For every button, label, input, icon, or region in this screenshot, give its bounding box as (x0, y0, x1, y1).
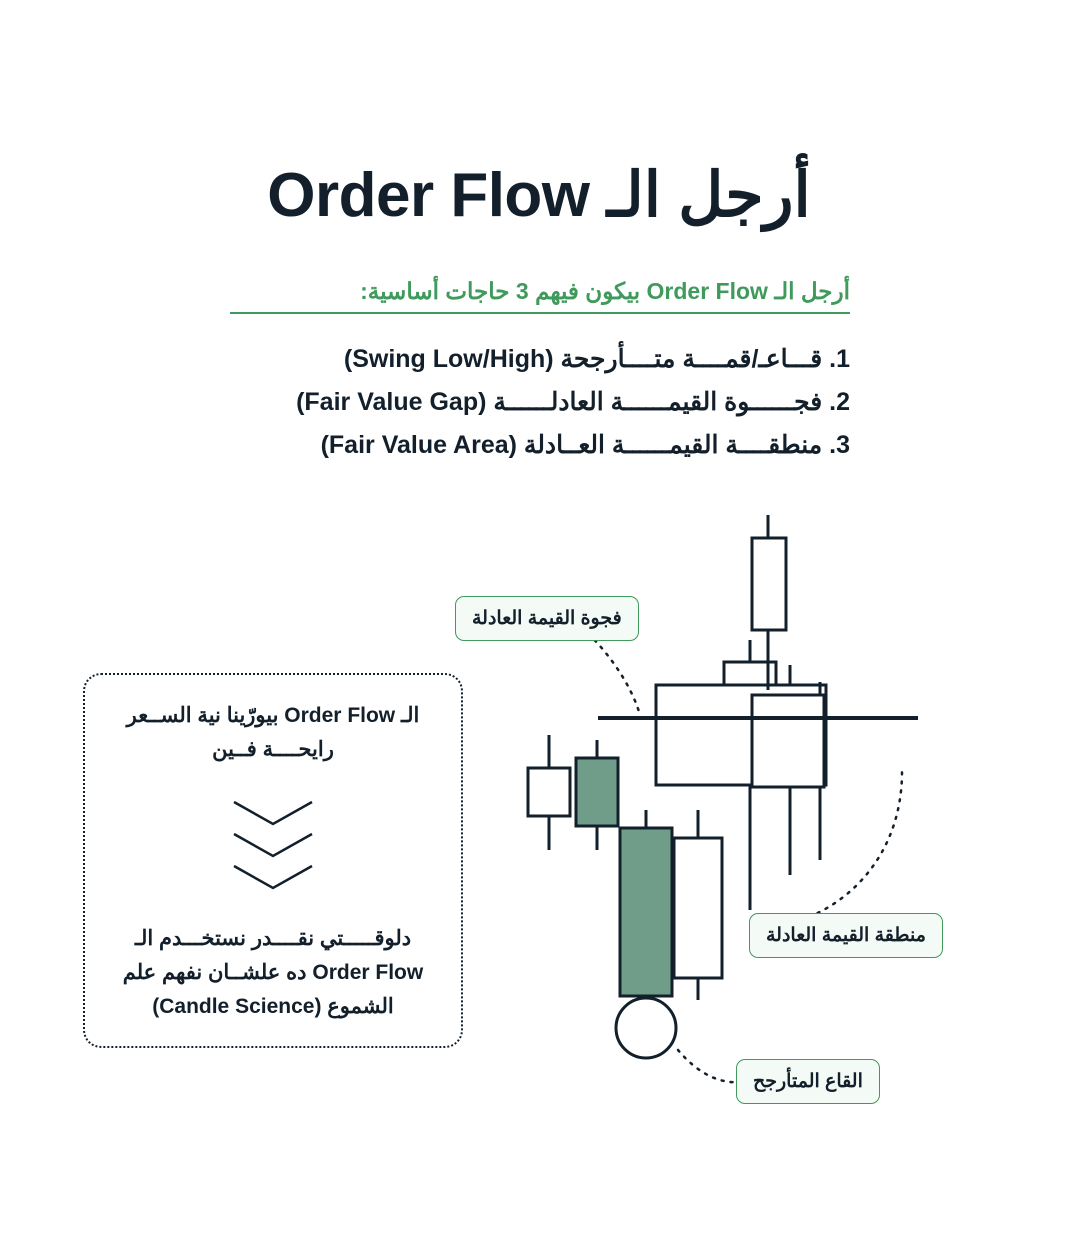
info-card-top-text: الـ Order Flow بيورّينا نية الســعر رايحــــة فــين (126, 704, 420, 762)
swing-connector (678, 1050, 742, 1082)
list-item: 1. قـــاعـ/قمــــة متــــأرجحة (Swing Low/High) (343, 345, 850, 373)
fva-connector (766, 772, 902, 928)
info-card (83, 673, 463, 1048)
list-item: 3. منطقــــة القيمــــــة العــادلة (Fair Value Area) (320, 431, 850, 459)
candle-3 (616, 810, 676, 1058)
subtitle: أرجل الـ Order Flow بيكون فيهم 3 حاجات أساسية: (230, 278, 850, 314)
candle-1 (528, 735, 570, 850)
candle-2 (576, 740, 618, 850)
annotation-swing-low: القاع المتأرجح (736, 1059, 880, 1104)
double-chevron-down-icon (230, 798, 316, 892)
annotation-fair-value-gap: فجوة القيمة العادلة (455, 596, 639, 641)
candle-7 (752, 682, 824, 860)
subtitle-section (230, 278, 850, 314)
requirements-list (230, 338, 850, 467)
list-item: 2. فجــــــوة القيمــــــة العادلــــــة (Fair Value Gap) (296, 388, 850, 416)
candlestick-chart (450, 490, 1070, 1130)
page-title: أرجل الـ Order Flow (267, 161, 811, 230)
annotation-fair-value-area: منطقة القيمة العادلة (749, 913, 943, 958)
swing-low-circle (616, 998, 676, 1058)
candle-4 (674, 810, 722, 1000)
info-card-bottom-text: دلوقـــــتي نقــــدر نستخـــدم الـ Order Flow ده علشــان نفهم علم الشموع (Candle Science) (122, 926, 424, 1018)
